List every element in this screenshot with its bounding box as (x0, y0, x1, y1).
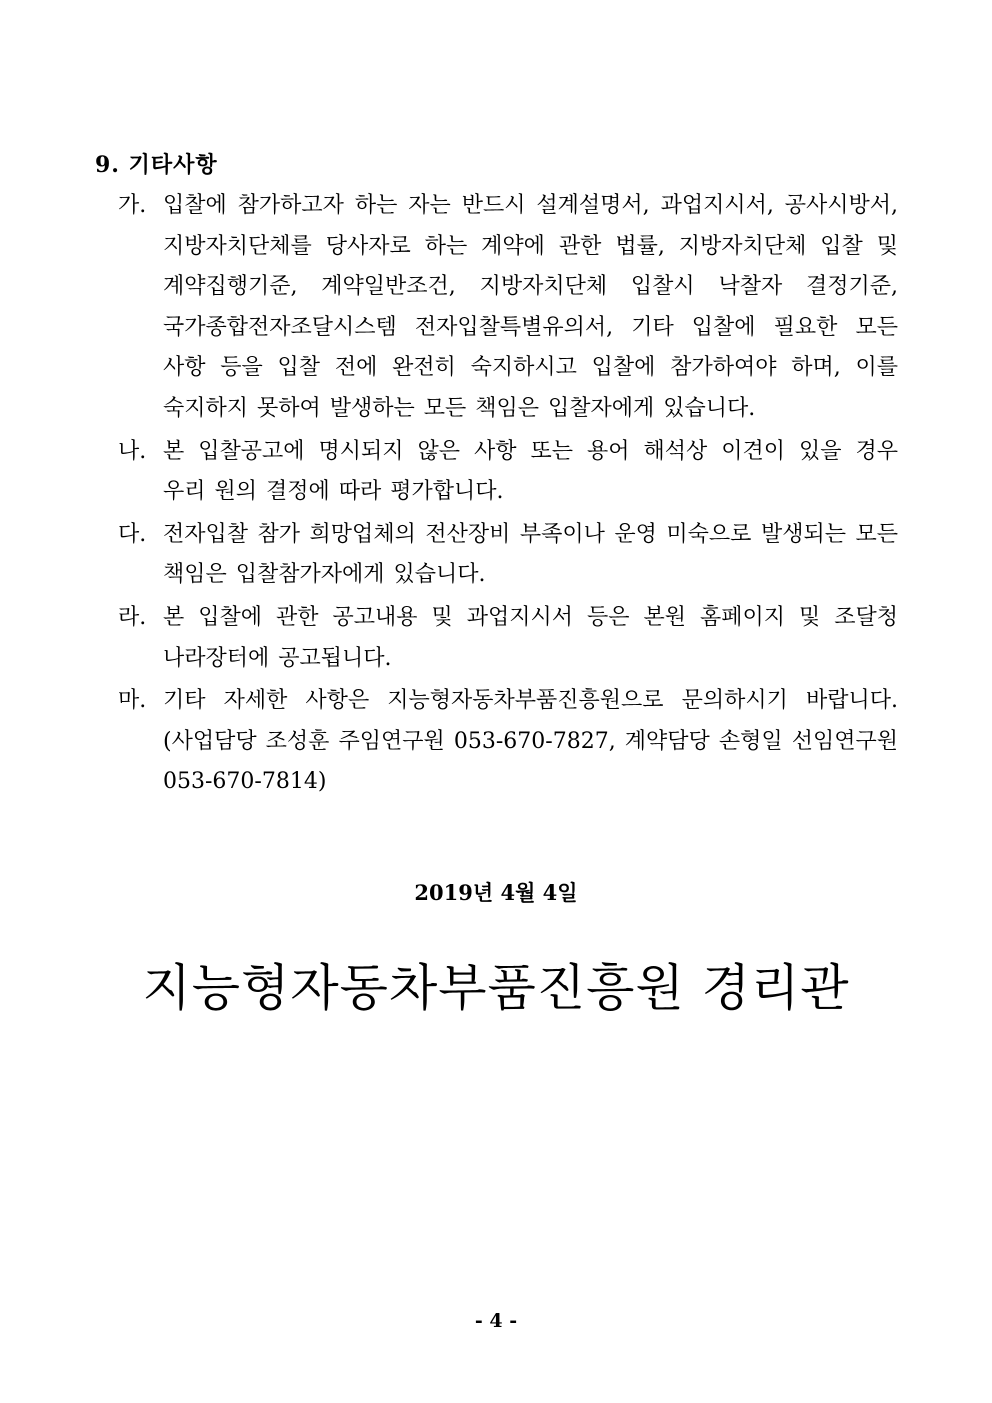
item-marker: 나. (118, 438, 147, 464)
page-number: - 4 - (474, 1310, 518, 1332)
item-marker: 마. (118, 688, 147, 714)
notice-item-ga (118, 186, 898, 430)
item-text: 본 입찰에 관한 공고내용 및 과업지시서 등은 본원 홈페이지 및 조달청 나라장터에 공고됩니다. (163, 604, 898, 671)
item-marker: 다. (118, 521, 147, 547)
item-marker: 가. (118, 193, 147, 218)
notice-item-ra (118, 598, 898, 679)
notice-item-ma (118, 681, 898, 803)
item-text: 전자입찰 참가 희망업체의 전산장비 부족이나 운영 미숙으로 발생되는 모든 책임은 입찰참가자에게 있습니다. (163, 521, 898, 588)
issuer-signature: 지능형자동차부품진흥원 경리관 (142, 959, 850, 1017)
notice-item-na (118, 432, 898, 513)
section-heading: 9. 기타사항 (95, 152, 218, 178)
item-text: 본 입찰공고에 명시되지 않은 사항 또는 용어 해석상 이견이 있을 경우 우리 원의 결정에 따라 평가합니다. (163, 438, 898, 505)
item-marker: 라. (118, 604, 147, 630)
item-text: 기타 자세한 사항은 지능형자동차부품진흥원으로 문의하시기 바랍니다.(사업담당 조성훈 주임연구원 053-670-7827, 계약담당 손형일 선임연구원 053-670-7814) (163, 688, 898, 795)
notice-item-list (118, 186, 898, 805)
item-text: 입찰에 참가하고자 하는 자는 반드시 설계설명서, 과업지시서, 공사시방서, 지방자치단체를 당사자로 하는 계약에 관한 법률, 지방자치단체 입찰 및 계약집행기준, 계약일반조건, 지방자치단체 입찰시 낙찰자 결정기준, 국가종합전자조달시스템 전자입찰특별유의서, 기타 입찰에 필요한 모든 사항 등을 입찰 전에 완전히 숙지하시고 입찰에 참가하여야 하며, 이를 숙지하지 못하여 발생하는 모든 책임은 입찰자에게 있습니다. (163, 193, 898, 421)
notice-item-da (118, 515, 898, 596)
announcement-date: 2019년 4월 4일 (414, 880, 578, 905)
